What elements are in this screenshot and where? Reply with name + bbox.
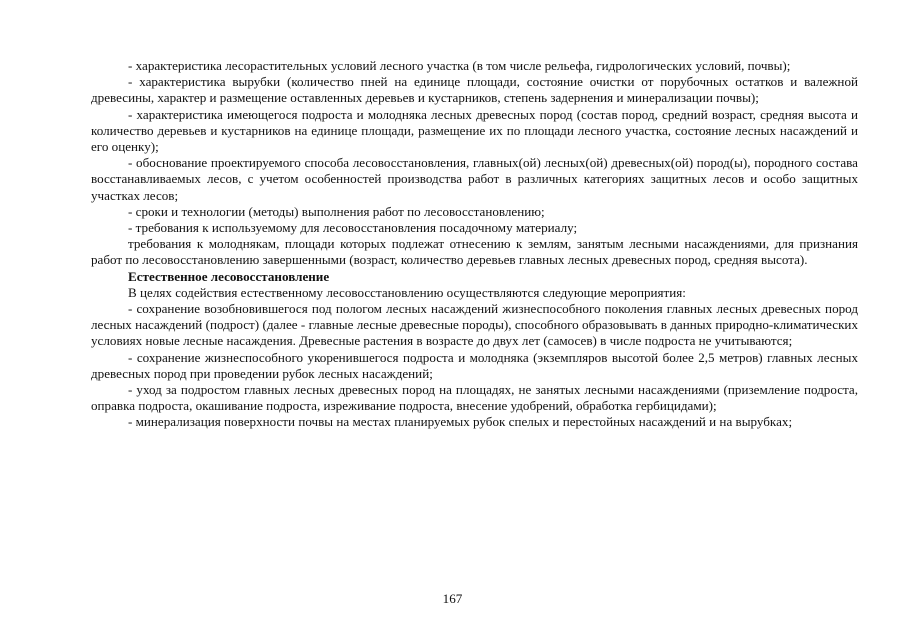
- paragraph-young-stand-requirements: требования к молоднякам, площади которых подлежат отнесению к землям, занятым лесными насаждениями, для признания работ по лесовосстановлению завершенными (возраст, количество деревьев главных лесных древесных пород, средняя высота).: [91, 236, 858, 268]
- section-heading: Естественное лесовосстановление: [128, 268, 330, 284]
- paragraph-method-justification: - обоснование проектируемого способа лесовосстановления, главных(ой) лесных(ой) древесных(ой) пород(ы), породного состава восстанавливаемых лесов, с учетом особенностей производства работ в различных категориях защитных лесов и особо защитных участках лесов;: [91, 155, 858, 203]
- paragraph-planting-material: - требования к используемому для лесовосстановления посадочному материалу;: [128, 220, 578, 236]
- paragraph-soil-mineralization: - минерализация поверхности почвы на местах планируемых рубок спелых и перестойных насаждений и на вырубках;: [128, 414, 793, 430]
- paragraph-undergrowth-characteristics: - характеристика имеющегося подроста и молодняка лесных древесных пород (состав пород, средний возраст, средняя высота и количество деревьев и кустарников на единице площади, размещение их по площади лесного участка, состояние лесных насаждений и его оценку);: [91, 106, 858, 155]
- paragraph-preserve-regrowth: - сохранение возобновившегося под пологом лесных насаждений жизнеспособного поколения главных лесных древесных пород лесных насаждений (подрост) (далее - главные лесные древесные породы), способного образовывать в данных природно-климатических условиях новые лесные насаждения. Древесные растения в возрасте до двух лет (самосев) в числе подроста не учитываются;: [91, 301, 858, 349]
- paragraph-soil-conditions: - характеристика лесорастительных условий лесного участка (в том числе рельефа, гидрологических условий, почвы);: [128, 58, 791, 73]
- paragraph-timing-technology: - сроки и технологии (методы) выполнения работ по лесовосстановлению;: [128, 203, 545, 219]
- page-number: 167: [442, 591, 463, 606]
- document-page: [91, 58, 858, 431]
- paragraph-clearcut-characteristics: - характеристика вырубки (количество пней на единице площади, состояние очистки от порубочных остатков и валежной древесины, характер и размещение оставленных деревьев и кустарников, степень задернения и минерализации почвы);: [91, 74, 858, 106]
- paragraph-undergrowth-care: - уход за подростом главных лесных древесных пород на площадях, не занятых лесными насаждениями (приземление подроста, оправка подроста, окашивание подроста, изреживание подроста, внесение удобрений, обработка гербицидами);: [91, 382, 858, 414]
- paragraph-preserve-undergrowth: - сохранение жизнеспособного укоренившегося подроста и молодняка (экземпляров высотой более 2,5 метров) главных лесных древесных пород при проведении рубок лесных насаждений;: [91, 349, 858, 381]
- paragraph-intro-measures: В целях содействия естественному лесовосстановлению осуществляются следующие мероприятия:: [128, 284, 686, 300]
